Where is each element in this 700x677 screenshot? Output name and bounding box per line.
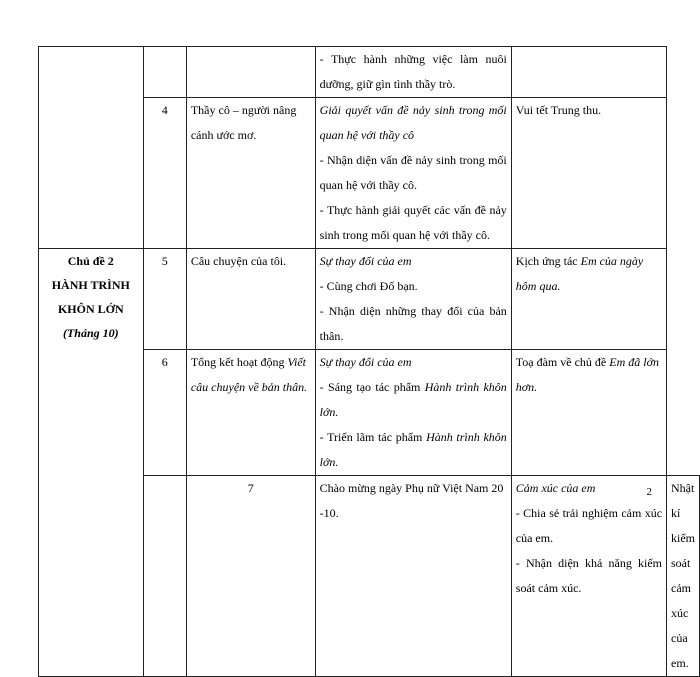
content-paragraph [320, 249, 507, 274]
content-paragraph [320, 148, 507, 198]
week-cell [143, 47, 186, 98]
topic-cell [39, 249, 144, 677]
activity-cell [511, 350, 666, 476]
lesson-cell [186, 47, 315, 98]
lesson-cell [186, 350, 315, 476]
content-cell [315, 350, 511, 476]
text-run: Sự thay đổi của em [319, 355, 412, 369]
text-run: - Nhận diện khả năng kiểm soát cảm xúc. [515, 556, 663, 595]
week-cell: 7 [186, 476, 315, 677]
text-run: Hành trình khôn lớn. [319, 430, 507, 469]
text-run: Vui tết Trung thu. [515, 103, 602, 117]
content-paragraph [320, 350, 507, 375]
text-run: - Sáng tạo tác phẩm [319, 380, 425, 394]
text-run: Toạ đàm về chủ đề [515, 355, 610, 369]
text-run: - Nhận diện vấn đề nảy sinh trong mối quan hệ với thầy cô. [319, 153, 507, 192]
week-cell: 4 [143, 98, 186, 249]
text-run: Kịch ứng tác [515, 254, 581, 268]
text-run: Cảm xúc của em [515, 481, 596, 495]
activity-cell [511, 47, 666, 98]
topic-name-line2: KHÔN LỚN [57, 302, 124, 316]
content-cell [511, 476, 666, 677]
activity-cell [511, 249, 666, 350]
text-run: Giải quyết vấn đề nảy sinh trong mối quan hệ với thầy cô [319, 103, 507, 142]
week-cell: 5 [143, 249, 186, 350]
text-run: - Cùng chơi Đố bạn. [319, 279, 418, 293]
text-run: - Chia sẻ trải nghiệm cảm xúc của em. [515, 506, 663, 545]
content-cell [315, 249, 511, 350]
topic-month: (Tháng 10) [62, 326, 119, 340]
lesson-plan-table [38, 46, 700, 677]
week-cell: 6 [143, 350, 186, 476]
text-run: Hành trình khôn lớn. [319, 380, 507, 419]
content-paragraph [320, 98, 507, 148]
content-paragraph [320, 299, 507, 349]
content-cell [315, 98, 511, 249]
topic-cell-empty [39, 47, 144, 249]
activity-cell [667, 476, 700, 677]
content-paragraph [320, 375, 507, 425]
content-paragraph [516, 476, 662, 501]
content-paragraph [320, 47, 507, 97]
text-run: Câu chuyện của tôi. [190, 254, 287, 268]
text-run: Em đã lớn hơn. [515, 355, 659, 394]
lesson-cell [315, 476, 511, 677]
lesson-cell [186, 249, 315, 350]
content-cell [315, 47, 511, 98]
text-run: Tổng kết hoạt động [190, 355, 288, 369]
text-run: Nhật kí kiểm soát cảm xúc của em. [671, 481, 696, 670]
text-run: - Triển lãm tác phẩm [319, 430, 427, 444]
text-run: Thầy cô – người nâng cánh ước mơ. [190, 103, 297, 142]
text-run: Em của ngày hôm qua. [515, 254, 644, 293]
text-run: Chào mừng ngày Phụ nữ Việt Nam 20 -10. [319, 481, 504, 520]
text-run: Sự thay đổi của em [319, 254, 412, 268]
content-paragraph [516, 551, 662, 601]
lesson-cell [186, 98, 315, 249]
text-run: - Thực hành giải quyết các vấn đề nảy sinh trong mối quan hệ với thầy cô. [319, 203, 507, 242]
topic-title: Chủ đề 2 [67, 254, 114, 268]
text-run: - Nhận diện những thay đổi của bản thân. [319, 304, 507, 343]
table-row [39, 249, 700, 350]
page-number: 2 [646, 486, 652, 498]
text-run: Viết câu chuyện về bản thân. [190, 355, 308, 394]
topic-cell-empty [143, 476, 186, 677]
table-row [39, 47, 700, 98]
content-paragraph [516, 501, 662, 551]
topic-name-line1: HÀNH TRÌNH [51, 278, 130, 292]
text-run: - Thực hành những việc làm nuôi dưỡng, giữ gìn tình thầy trò. [319, 52, 507, 91]
content-paragraph [320, 425, 507, 475]
activity-cell [511, 98, 666, 249]
content-paragraph [320, 198, 507, 248]
content-paragraph [320, 274, 507, 299]
